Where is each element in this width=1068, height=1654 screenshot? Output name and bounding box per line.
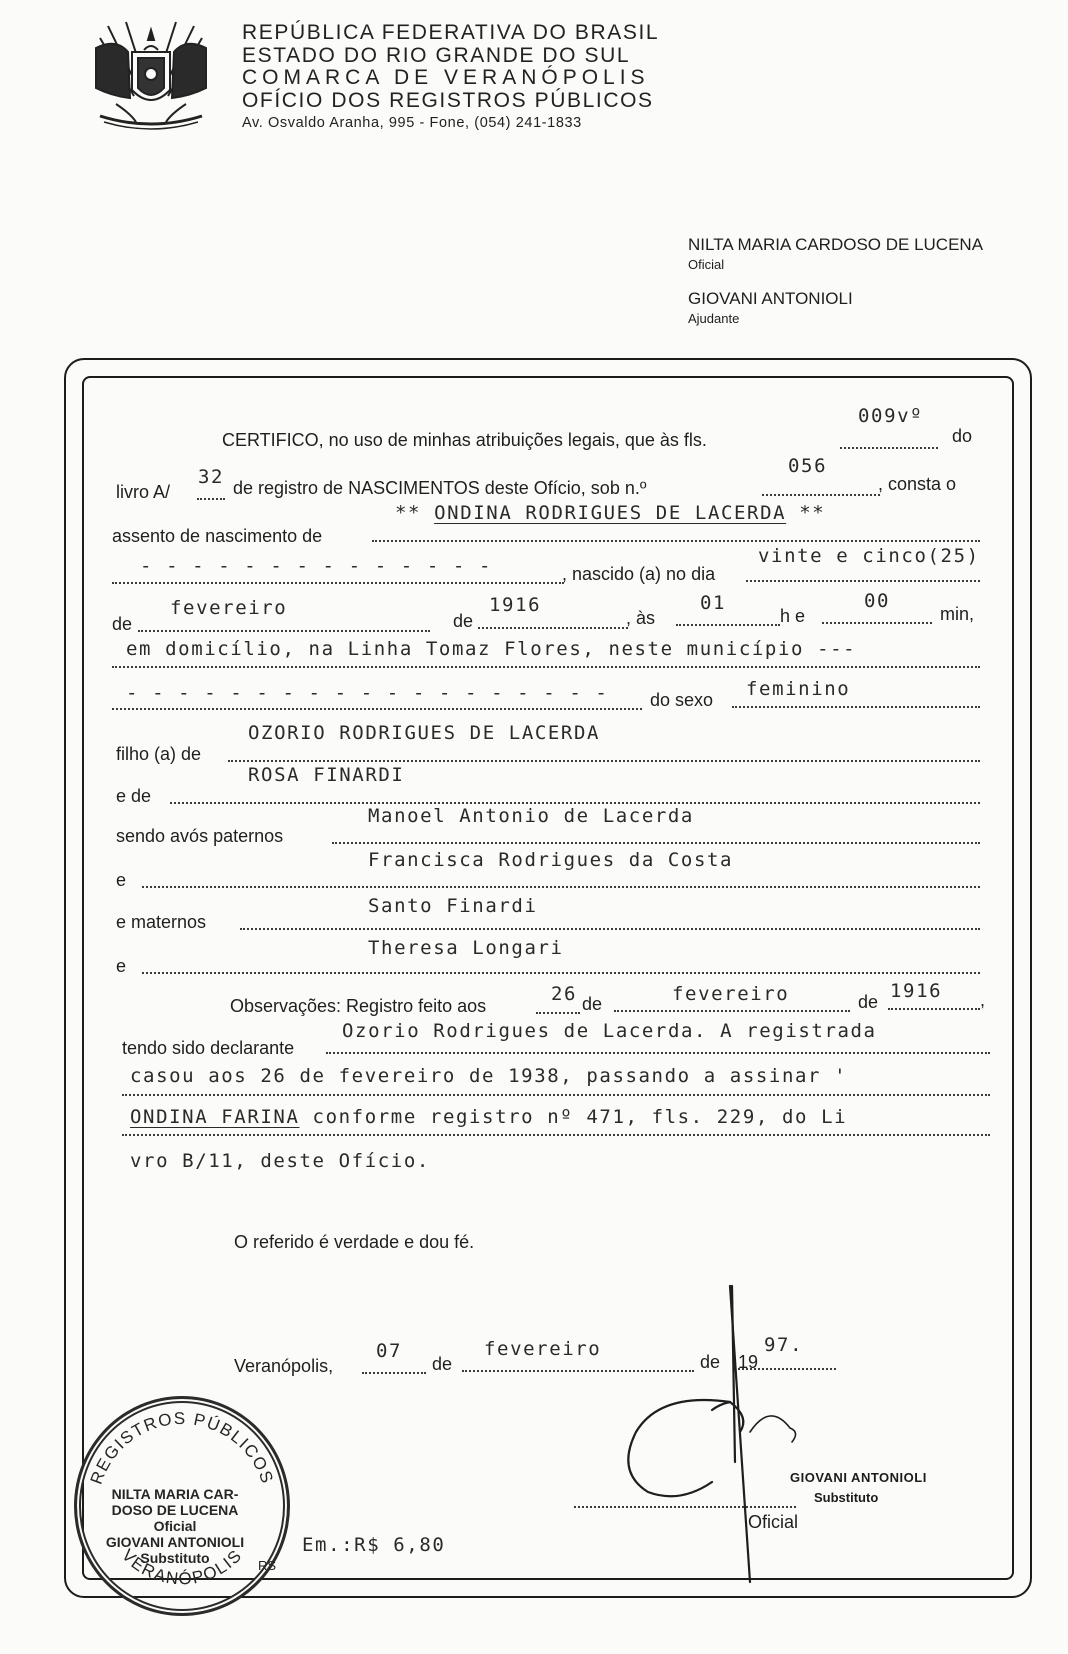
h-e-label: h e	[780, 606, 806, 626]
obs-year-value: 1916	[890, 980, 943, 1002]
birth-place-line	[112, 666, 980, 668]
numero-field-line	[762, 494, 880, 496]
officer-role-1: Oficial	[688, 257, 725, 272]
signature-role: Substituto	[814, 1490, 879, 1505]
obs-de2-label: de	[858, 992, 879, 1012]
declarante-line	[326, 1052, 990, 1054]
avos-paternos-label: sendo avós paternos	[116, 826, 284, 846]
birth-day-field-line	[746, 580, 980, 582]
fls-value: 009vº	[858, 405, 924, 427]
de2-label: de	[453, 611, 474, 631]
birth-year-line	[478, 627, 628, 629]
maternal-grandmother: Theresa Longari	[368, 937, 564, 959]
year-prefix: 19	[738, 1352, 759, 1372]
birth-day-value: vinte e cinco(25)	[758, 545, 980, 567]
obs-year-line	[888, 1008, 980, 1010]
dash-filler: - - - - - - - - - - - - - -	[140, 555, 493, 577]
officers-block	[688, 235, 983, 343]
fee-value: Em.:R$ 6,80	[302, 1534, 446, 1556]
observacoes-label: Observações: Registro feito aos	[230, 996, 487, 1016]
mother-name: ROSA FINARDI	[248, 764, 405, 786]
signature-line	[574, 1506, 796, 1508]
obs-line-1: Ozorio Rodrigues de Lacerda. A registrada	[342, 1020, 877, 1042]
livro-value: 32	[198, 466, 225, 488]
obs-month-line	[614, 1010, 850, 1012]
letterhead-line-oficio: OFÍCIO DOS REGISTROS PÚBLICOS	[242, 88, 654, 112]
obs-line-4: vro B/11, deste Ofício.	[130, 1150, 430, 1172]
father-name: OZORIO RODRIGUES DE LACERDA	[248, 722, 601, 744]
assento-label: assento de nascimento de	[112, 526, 323, 546]
maternal-grandfather: Santo Finardi	[368, 895, 538, 917]
city-label: Veranópolis,	[234, 1356, 334, 1376]
dash-field-line-2	[112, 708, 642, 710]
birth-year-value: 1916	[489, 594, 542, 616]
oficial-label: Oficial	[748, 1512, 799, 1532]
stamp-inner-line-4: GIOVANI ANTONIOLI	[105, 1534, 245, 1550]
issue-day-value: 07	[376, 1340, 403, 1362]
consta-label: , consta o	[878, 474, 957, 494]
officer-role-2: Ajudante	[688, 311, 740, 326]
officer-name-1: NILTA MARIA CARDOSO DE LUCENA	[688, 235, 984, 254]
stamp-inner-line-1: NILTA MARIA CAR-	[111, 1486, 239, 1502]
letterhead	[242, 22, 659, 135]
obs-day-value: 26	[551, 983, 578, 1005]
obs-line-2: casou aos 26 de fevereiro de 1938, passando a assinar '	[130, 1065, 848, 1087]
name-prefix: **	[395, 502, 422, 524]
stamp-state-suffix: RS	[258, 1558, 277, 1573]
name-suffix: **	[799, 502, 826, 524]
letterhead-line-republica: REPÚBLICA FEDERATIVA DO BRASIL	[242, 21, 660, 44]
e-de-label: e de	[116, 786, 152, 806]
obs-line-3-rest: conforme registro nº 471, fls. 229, do Li	[299, 1106, 848, 1128]
certifico-text: CERTIFICO, no uso de minhas atribuições legais, que às fls.	[222, 430, 707, 450]
fls-field-line	[840, 447, 938, 449]
obs-line-3	[130, 1106, 847, 1128]
handwritten-signature	[600, 1282, 840, 1592]
signature-name: GIOVANI ANTONIOLI	[790, 1470, 927, 1485]
birth-minute-line	[822, 622, 932, 624]
father-line	[228, 760, 980, 762]
nascido-label: , nascido (a) no dia	[562, 564, 716, 584]
paternal-grandmother: Francisca Rodrigues da Costa	[368, 849, 734, 871]
numero-value: 056	[788, 455, 828, 477]
birth-place-value: em domicílio, na Linha Tomaz Flores, neste município ---	[126, 638, 857, 660]
declarante-label: tendo sido declarante	[122, 1038, 295, 1058]
birth-hour-line	[676, 624, 780, 626]
paternal-grandmother-line	[142, 886, 980, 888]
stamp-inner-line-3: Oficial	[153, 1518, 197, 1534]
verdade-statement: O referido é verdade e dou fé.	[234, 1232, 475, 1252]
obs-day-line	[536, 1012, 580, 1014]
letterhead-line-estado: ESTADO DO RIO GRANDE DO SUL	[242, 43, 631, 67]
closing-de-label: de	[432, 1354, 453, 1374]
e2-label: e	[116, 956, 127, 976]
maternal-grandmother-line	[142, 972, 980, 974]
min-label: min,	[940, 604, 975, 624]
sex-field-line	[732, 706, 980, 708]
livro-field-line	[197, 498, 225, 500]
letterhead-address: Av. Osvaldo Aranha, 995 - Fone, (054) 241-1833	[242, 115, 582, 131]
issue-year-value: 97.	[764, 1334, 804, 1356]
coat-of-arms-icon	[86, 18, 216, 136]
maternal-grandfather-line	[240, 928, 980, 930]
birth-minute-value: 00	[864, 590, 891, 612]
stamp-top-text: REGISTROS PÚBLICOS	[86, 1408, 278, 1487]
obs-line-2-dots	[122, 1094, 990, 1096]
sexo-label: do sexo	[650, 690, 714, 710]
de-label: de	[112, 614, 133, 634]
dash-filler-2: - - - - - - - - - - - - - - - - - - -	[126, 682, 609, 704]
registrant-name: ONDINA RODRIGUES DE LACERDA	[434, 502, 787, 524]
paternal-grandfather-line	[332, 842, 980, 844]
as-label: , às	[626, 608, 656, 628]
paternal-grandfather: Manoel Antonio de Lacerda	[368, 805, 694, 827]
registrant-name-line	[395, 502, 825, 524]
issue-day-line	[362, 1372, 426, 1374]
closing-de2-label: de	[700, 1352, 721, 1372]
obs-de1-label: de	[582, 994, 603, 1014]
obs-line-3-dots	[122, 1134, 990, 1136]
issue-month-value: fevereiro	[484, 1338, 602, 1360]
stamp-inner-line-5: Substituto	[140, 1550, 210, 1566]
officer-name-2: GIOVANI ANTONIOLI	[688, 289, 853, 308]
birth-hour-value: 01	[700, 592, 727, 614]
stamp-inner-line-2: DOSO DE LUCENA	[111, 1502, 239, 1518]
birth-month-value: fevereiro	[170, 597, 288, 619]
sex-value: feminino	[746, 678, 851, 700]
e-label: e	[116, 870, 127, 890]
mother-line	[170, 802, 980, 804]
birth-month-line	[138, 630, 430, 632]
obs-month-value: fevereiro	[672, 983, 790, 1005]
registro-text: de registro de NASCIMENTOS deste Ofício, sob n.º	[233, 478, 647, 498]
name-field-line	[372, 540, 980, 542]
do-label: do	[952, 426, 973, 446]
obs-comma: ,	[980, 990, 986, 1010]
married-name: ONDINA FARINA	[130, 1106, 300, 1128]
livro-label: livro A/	[116, 482, 171, 502]
filho-label: filho (a) de	[116, 744, 202, 764]
stamp-inner-text	[100, 1486, 250, 1566]
maternos-label: e maternos	[116, 912, 207, 932]
letterhead-line-comarca: COMARCA DE VERANÓPOLIS	[242, 66, 650, 89]
stamp-bottom-text: VERANÓPOLIS	[118, 1545, 246, 1589]
dash-field-line	[112, 582, 564, 584]
